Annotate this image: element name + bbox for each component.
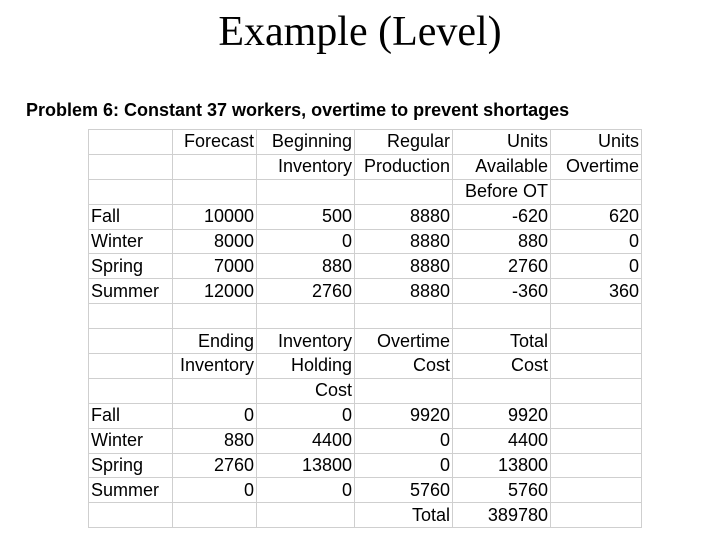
- table-cell: [453, 378, 551, 403]
- table-cell: 2760: [173, 453, 257, 478]
- table-cell: [173, 304, 257, 329]
- table-cell: Cost: [355, 354, 453, 379]
- table-cell: [355, 179, 453, 204]
- row-label-cell: [89, 354, 173, 379]
- table-cell: [173, 154, 257, 179]
- table-cell: 0: [355, 453, 453, 478]
- table-row: [89, 254, 642, 279]
- table-cell: 2760: [257, 279, 355, 304]
- table-cell: -360: [453, 279, 551, 304]
- table-cell: Before OT: [453, 179, 551, 204]
- table-row: [89, 130, 642, 155]
- table-row: [89, 229, 642, 254]
- table-cell: Overtime: [551, 154, 642, 179]
- table-row: [89, 204, 642, 229]
- table-row: [89, 329, 642, 354]
- table-cell: [551, 354, 642, 379]
- table-row: [89, 179, 642, 204]
- table-cell: 13800: [257, 453, 355, 478]
- table-cell: 360: [551, 279, 642, 304]
- table-cell: Total: [453, 329, 551, 354]
- table-cell: 4400: [257, 428, 355, 453]
- spreadsheet-table: [88, 129, 642, 528]
- row-label-cell: Fall: [89, 204, 173, 229]
- table-cell: 0: [551, 229, 642, 254]
- table-cell: [355, 378, 453, 403]
- table-cell: 0: [257, 478, 355, 503]
- row-label-cell: [89, 130, 173, 155]
- table-cell: 5760: [453, 478, 551, 503]
- row-label-cell: Summer: [89, 478, 173, 503]
- table-cell: Units: [453, 130, 551, 155]
- row-label-cell: Fall: [89, 403, 173, 428]
- table-cell: [551, 179, 642, 204]
- table-cell: 7000: [173, 254, 257, 279]
- table-cell: [257, 304, 355, 329]
- table-cell: 8000: [173, 229, 257, 254]
- row-label-cell: Spring: [89, 453, 173, 478]
- table-cell: 0: [173, 478, 257, 503]
- table-cell: [551, 478, 642, 503]
- table-cell: Holding: [257, 354, 355, 379]
- table-cell: 0: [355, 428, 453, 453]
- table-cell: [453, 304, 551, 329]
- table-cell: 9920: [355, 403, 453, 428]
- table-row: [89, 279, 642, 304]
- table-cell: 2760: [453, 254, 551, 279]
- table-cell: 10000: [173, 204, 257, 229]
- table-cell: Total: [355, 503, 453, 528]
- table-cell: Units: [551, 130, 642, 155]
- table-cell: 9920: [453, 403, 551, 428]
- row-label-cell: [89, 503, 173, 528]
- row-label-cell: Summer: [89, 279, 173, 304]
- table-cell: 8880: [355, 254, 453, 279]
- table-cell: 0: [257, 403, 355, 428]
- row-label-cell: Spring: [89, 254, 173, 279]
- table-cell: 12000: [173, 279, 257, 304]
- table-cell: 0: [257, 229, 355, 254]
- table-row: [89, 453, 642, 478]
- table-cell: 880: [173, 428, 257, 453]
- table-row: [89, 304, 642, 329]
- table-cell: Ending: [173, 329, 257, 354]
- table-cell: Cost: [453, 354, 551, 379]
- row-label-cell: Winter: [89, 229, 173, 254]
- table-cell: [551, 403, 642, 428]
- table-cell: 5760: [355, 478, 453, 503]
- table-row: [89, 503, 642, 528]
- table-cell: Beginning: [257, 130, 355, 155]
- table-row: [89, 428, 642, 453]
- table-cell: [257, 179, 355, 204]
- table-cell: Regular: [355, 130, 453, 155]
- table-cell: Cost: [257, 378, 355, 403]
- table-cell: [551, 329, 642, 354]
- table-cell: 0: [551, 254, 642, 279]
- table-cell: [551, 503, 642, 528]
- table-cell: 389780: [453, 503, 551, 528]
- table-cell: Forecast: [173, 130, 257, 155]
- slide-title: Example (Level): [218, 9, 502, 55]
- table-cell: 620: [551, 204, 642, 229]
- table-cell: [257, 503, 355, 528]
- table-cell: 880: [453, 229, 551, 254]
- table-row: [89, 378, 642, 403]
- table-cell: Production: [355, 154, 453, 179]
- table-cell: [355, 304, 453, 329]
- table-cell: 500: [257, 204, 355, 229]
- table-cell: Overtime: [355, 329, 453, 354]
- problem-subtitle: Problem 6: Constant 37 workers, overtime to prevent shortages: [26, 100, 570, 120]
- row-label-cell: Winter: [89, 428, 173, 453]
- row-label-cell: [89, 154, 173, 179]
- table-cell: 880: [257, 254, 355, 279]
- table-cell: 8880: [355, 204, 453, 229]
- table-cell: [551, 428, 642, 453]
- table-cell: [551, 453, 642, 478]
- table-cell: Available: [453, 154, 551, 179]
- table-cell: 8880: [355, 229, 453, 254]
- table-cell: [173, 378, 257, 403]
- table-row: [89, 478, 642, 503]
- table-row: [89, 403, 642, 428]
- table-cell: 4400: [453, 428, 551, 453]
- table-cell: Inventory: [173, 354, 257, 379]
- table-cell: Inventory: [257, 329, 355, 354]
- row-label-cell: [89, 304, 173, 329]
- row-label-cell: [89, 329, 173, 354]
- table-cell: Inventory: [257, 154, 355, 179]
- table-cell: [551, 378, 642, 403]
- table-cell: [173, 179, 257, 204]
- table-cell: 13800: [453, 453, 551, 478]
- table-cell: 0: [173, 403, 257, 428]
- table-cell: [173, 503, 257, 528]
- table-row: [89, 354, 642, 379]
- spreadsheet-body: [89, 130, 642, 528]
- table-cell: [551, 304, 642, 329]
- row-label-cell: [89, 378, 173, 403]
- row-label-cell: [89, 179, 173, 204]
- table-cell: -620: [453, 204, 551, 229]
- table-cell: 8880: [355, 279, 453, 304]
- table-row: [89, 154, 642, 179]
